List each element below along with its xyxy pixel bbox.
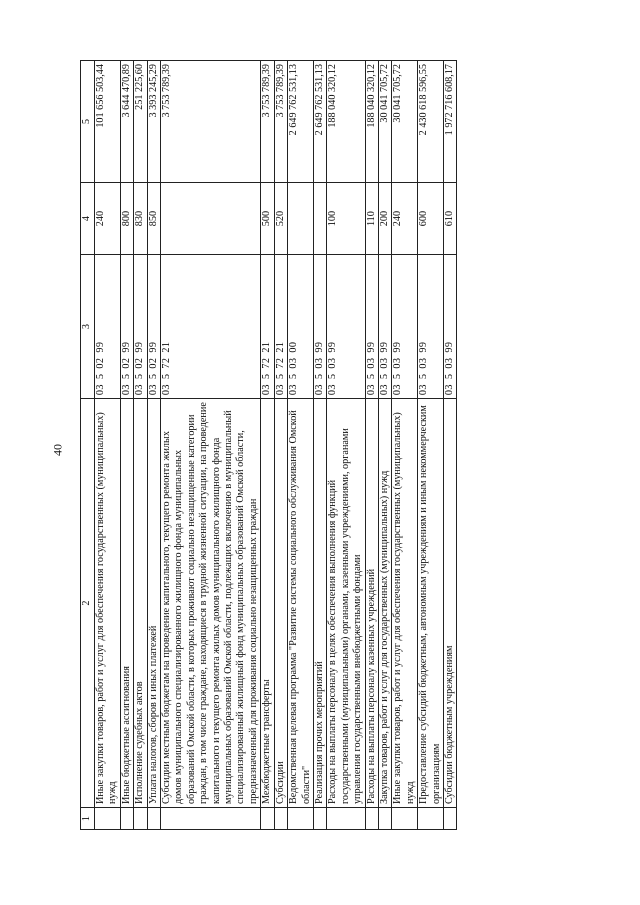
- code-part: 03: [378, 357, 390, 369]
- row-number-cell: [274, 808, 287, 830]
- header-row: [81, 61, 95, 830]
- code-part: 02: [134, 357, 146, 369]
- code-part: 99: [378, 341, 390, 353]
- table-body: [95, 61, 457, 830]
- code-part: 99: [147, 341, 159, 353]
- code-part: 00: [288, 341, 300, 353]
- code-part: 5: [313, 373, 325, 380]
- code-part: 99: [365, 341, 377, 353]
- page-number: 40: [50, 444, 65, 456]
- item-name-cell: Расходы на выплаты персоналу в целях обеспечения выполнения функций государственными (муниципальными) органами, казенными учреждениями, органами управления государственными внебюджетными фондами: [327, 399, 365, 808]
- item-name-cell: Исполнение судебных актов: [134, 399, 147, 808]
- item-name-cell: Расходы на выплаты персоналу казенных учреждений: [365, 399, 378, 808]
- code-part: 03: [443, 384, 455, 396]
- rotated-table-wrapper: [80, 60, 617, 830]
- row-number-cell: [392, 808, 418, 830]
- expense-kind-cell: [161, 183, 261, 255]
- code-part: 03: [418, 384, 430, 396]
- expense-kind-cell: 240: [392, 183, 418, 255]
- code-part: 5: [161, 373, 173, 380]
- code-part: 99: [443, 341, 455, 353]
- code-part: 03: [261, 384, 273, 396]
- expense-kind-cell: 830: [134, 183, 147, 255]
- table-row: [378, 61, 391, 830]
- row-number-cell: [134, 808, 147, 830]
- expense-kind-cell: [288, 183, 314, 255]
- target-code-cell: [95, 255, 121, 399]
- item-name-cell: Иные закупки товаров, работ и услуг для обеспечения государственных (муниципальных) нужд: [95, 399, 121, 808]
- row-number-cell: [161, 808, 261, 830]
- item-name-cell: Закупка товаров, работ и услуг для государственных (муниципальных) нужд: [378, 399, 391, 808]
- code-part: 99: [120, 341, 132, 353]
- code-part: 03: [327, 357, 339, 369]
- item-name-cell: Уплата налогов, сборов и иных платежей: [147, 399, 160, 808]
- code-part: 5: [365, 373, 377, 380]
- code-part: 03: [288, 384, 300, 396]
- amount-cell: 30 041 705,72: [392, 61, 418, 183]
- code-part: 03: [95, 384, 106, 396]
- amount-cell: 3 753 789,39: [274, 61, 287, 183]
- code-part: 5: [134, 373, 146, 380]
- code-part: 5: [274, 373, 286, 380]
- code-part: 02: [120, 357, 132, 369]
- code-part: 03: [365, 384, 377, 396]
- target-code-cell: [378, 255, 391, 399]
- amount-cell: 101 656 503,44: [95, 61, 121, 183]
- code-part: 03: [274, 384, 286, 396]
- table-row: [95, 61, 121, 830]
- expense-kind-cell: 200: [378, 183, 391, 255]
- expense-kind-cell: 520: [274, 183, 287, 255]
- code-part: 5: [147, 373, 159, 380]
- table-row: [288, 61, 314, 830]
- code-part: 21: [261, 341, 273, 353]
- code-part: 03: [161, 384, 173, 396]
- amount-cell: 1 972 716 608,17: [443, 61, 456, 183]
- code-part: 72: [261, 357, 273, 369]
- table-row: [261, 61, 274, 830]
- item-name-cell: Субсидии: [274, 399, 287, 808]
- row-number-cell: [378, 808, 391, 830]
- row-number-cell: [327, 808, 365, 830]
- target-code-cell: [327, 255, 365, 399]
- code-part: 5: [443, 373, 455, 380]
- expense-kind-cell: 610: [443, 183, 456, 255]
- amount-cell: 3 644 470,89: [120, 61, 133, 183]
- table-row: [147, 61, 160, 830]
- code-part: 03: [147, 384, 159, 396]
- code-part: 03: [313, 384, 325, 396]
- header-cell: 3: [81, 255, 95, 399]
- target-code-cell: [134, 255, 147, 399]
- item-name-cell: Иные закупки товаров, работ и услуг для обеспечения государственных (муниципальных) нужд: [392, 399, 418, 808]
- target-code-cell: [261, 255, 274, 399]
- target-code-cell: [147, 255, 160, 399]
- target-code-cell: [365, 255, 378, 399]
- expense-kind-cell: 800: [120, 183, 133, 255]
- row-number-cell: [147, 808, 160, 830]
- amount-cell: 3 393 245,29: [147, 61, 160, 183]
- amount-cell: 2 649 762 531,13: [313, 61, 326, 183]
- amount-cell: 188 040 320,12: [327, 61, 365, 183]
- amount-cell: 2 649 762 531,13: [288, 61, 314, 183]
- expense-kind-cell: 500: [261, 183, 274, 255]
- code-part: 99: [313, 341, 325, 353]
- target-code-cell: [392, 255, 418, 399]
- row-number-cell: [365, 808, 378, 830]
- code-part: 03: [392, 357, 404, 369]
- table-row: [365, 61, 378, 830]
- code-part: 5: [288, 373, 300, 380]
- expense-kind-cell: 110: [365, 183, 378, 255]
- table-row: [161, 61, 261, 830]
- header-cell: 4: [81, 183, 95, 255]
- code-part: 03: [418, 357, 430, 369]
- code-part: 5: [120, 373, 132, 380]
- expense-kind-cell: [313, 183, 326, 255]
- header-cell: 1: [81, 808, 95, 830]
- code-part: 5: [378, 373, 390, 380]
- expense-kind-cell: 850: [147, 183, 160, 255]
- code-part: 02: [95, 357, 106, 369]
- code-part: 03: [313, 357, 325, 369]
- amount-cell: 188 040 320,12: [365, 61, 378, 183]
- row-number-cell: [120, 808, 133, 830]
- amount-cell: 3 753 789,39: [161, 61, 261, 183]
- row-number-cell: [313, 808, 326, 830]
- row-number-cell: [288, 808, 314, 830]
- row-number-cell: [95, 808, 121, 830]
- code-part: 99: [392, 341, 404, 353]
- row-number-cell: [261, 808, 274, 830]
- expense-kind-cell: 240: [95, 183, 121, 255]
- target-code-cell: [274, 255, 287, 399]
- table-row: [392, 61, 418, 830]
- target-code-cell: [443, 255, 456, 399]
- header-cell: 5: [81, 61, 95, 183]
- table-row: [418, 61, 444, 830]
- code-part: 21: [274, 341, 286, 353]
- amount-cell: 3 753 789,39: [261, 61, 274, 183]
- item-name-cell: Предоставление субсидий бюджетным, автономным учреждениям и иным некоммерческим организациям: [418, 399, 444, 808]
- code-part: 5: [392, 373, 404, 380]
- budget-table: [80, 60, 457, 830]
- code-part: 03: [392, 384, 404, 396]
- item-name-cell: Ведомственная целевая программа "Развитие системы социального обслуживания Омской области": [288, 399, 314, 808]
- expense-kind-cell: 600: [418, 183, 444, 255]
- code-part: 99: [418, 341, 430, 353]
- code-part: 03: [327, 384, 339, 396]
- code-part: 5: [418, 373, 430, 380]
- target-code-cell: [161, 255, 261, 399]
- amount-cell: 30 041 705,72: [378, 61, 391, 183]
- amount-cell: 251 225,60: [134, 61, 147, 183]
- expense-kind-cell: 100: [327, 183, 365, 255]
- code-part: 5: [95, 373, 106, 380]
- code-part: 99: [327, 341, 339, 353]
- code-part: 03: [443, 357, 455, 369]
- item-name-cell: Иные бюджетные ассигнования: [120, 399, 133, 808]
- table-row: [120, 61, 133, 830]
- code-part: 72: [274, 357, 286, 369]
- amount-cell: 2 430 618 596,55: [418, 61, 444, 183]
- code-part: 02: [147, 357, 159, 369]
- item-name-cell: Субсидии местным бюджетам на проведение капитального, текущего ремонта жилых домов муниципального специализированного жилищного фонда муниципальных образований Омской области, в которых проживают социально незащищенные категории граждан, в том числе граждане, находящиеся в трудной жизненной ситуации, на проведение капитального и текущего ремонта жилых домов муниципального жилищного фонда муниципальных образований Омской области, подлежащих включению в муниципальный специализированный жилищный фонд муниципальных образований Омской области, предназначенный для проживания социально незащищенных граждан: [161, 399, 261, 808]
- code-part: 03: [365, 357, 377, 369]
- table-row: [134, 61, 147, 830]
- table-row: [327, 61, 365, 830]
- row-number-cell: [443, 808, 456, 830]
- code-part: 5: [261, 373, 273, 380]
- target-code-cell: [288, 255, 314, 399]
- target-code-cell: [418, 255, 444, 399]
- code-part: 99: [95, 341, 106, 353]
- target-code-cell: [313, 255, 326, 399]
- code-part: 5: [327, 373, 339, 380]
- table-row: [313, 61, 326, 830]
- code-part: 03: [288, 357, 300, 369]
- item-name-cell: Реализация прочих мероприятий: [313, 399, 326, 808]
- row-number-cell: [418, 808, 444, 830]
- code-part: 03: [134, 384, 146, 396]
- code-part: 03: [120, 384, 132, 396]
- code-part: 99: [134, 341, 146, 353]
- table-row: [274, 61, 287, 830]
- item-name-cell: Межбюджетные трансферты: [261, 399, 274, 808]
- target-code-cell: [120, 255, 133, 399]
- item-name-cell: Субсидии бюджетным учреждениям: [443, 399, 456, 808]
- table-row: [443, 61, 456, 830]
- code-part: 72: [161, 357, 173, 369]
- code-part: 21: [161, 341, 173, 353]
- header-cell: 2: [81, 399, 95, 808]
- code-part: 03: [378, 384, 390, 396]
